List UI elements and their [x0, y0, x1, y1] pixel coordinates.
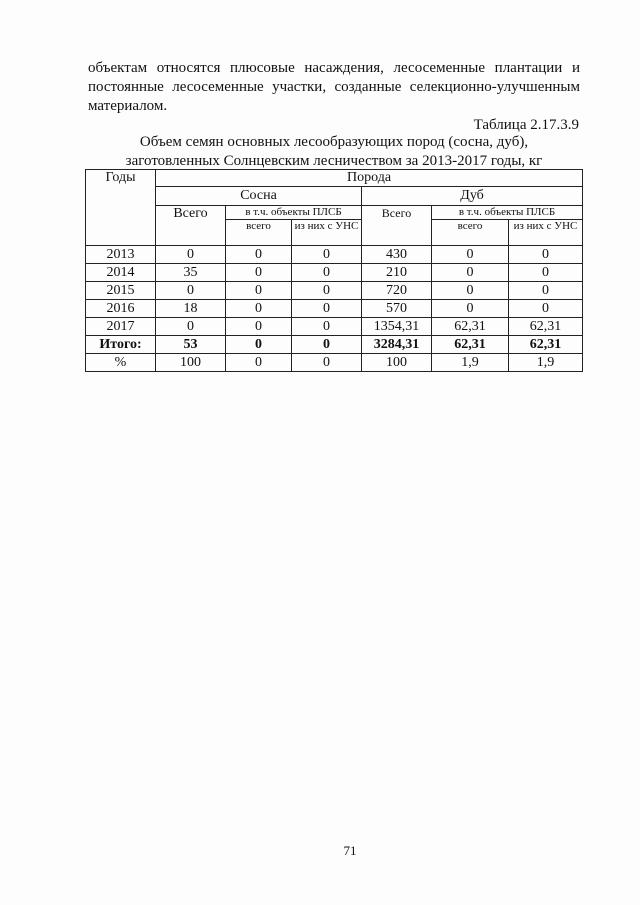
cell-oak-total: 430 [362, 246, 432, 264]
cell-year: 2014 [86, 264, 156, 282]
cell-oak-uns: 0 [509, 300, 583, 318]
header-pine-total: Всего [156, 206, 226, 246]
cell-oak-plsb: 0 [432, 246, 509, 264]
cell-oak-total: 720 [362, 282, 432, 300]
cell-oak-plsb: 62,31 [432, 318, 509, 336]
header-pine-plsb: в т.ч. объекты ПЛСБ [226, 206, 362, 220]
cell-oak-total: 3284,31 [362, 336, 432, 354]
cell-oak-plsb: 0 [432, 264, 509, 282]
cell-oak-uns: 0 [509, 282, 583, 300]
table-row [86, 264, 583, 282]
cell-year: 2015 [86, 282, 156, 300]
cell-pine-plsb: 0 [226, 282, 292, 300]
cell-pine-total: 0 [156, 318, 226, 336]
cell-pine-plsb: 0 [226, 336, 292, 354]
cell-pine-plsb: 0 [226, 318, 292, 336]
table-row [86, 246, 583, 264]
table-row [86, 300, 583, 318]
intro-line: постоянные лесосеменные участки, созданные селекционно-улучшенным [88, 79, 580, 95]
cell-oak-total: 210 [362, 264, 432, 282]
cell-oak-uns: 0 [509, 264, 583, 282]
cell-oak-uns: 62,31 [509, 318, 583, 336]
header-years: Годы [86, 170, 156, 246]
cell-year: 2017 [86, 318, 156, 336]
cell-pine-total: 53 [156, 336, 226, 354]
table-row [86, 318, 583, 336]
cell-oak-total: 570 [362, 300, 432, 318]
seed-volume-table [85, 169, 583, 372]
table-total-row [86, 336, 583, 354]
cell-pine-plsb: 0 [226, 264, 292, 282]
cell-pine-uns: 0 [292, 264, 362, 282]
cell-oak-plsb: 62,31 [432, 336, 509, 354]
cell-pine-uns: 0 [292, 318, 362, 336]
cell-pine-uns: 0 [292, 354, 362, 372]
cell-pine-uns: 0 [292, 336, 362, 354]
intro-line: материалом. [88, 98, 168, 114]
cell-oak-uns: 1,9 [509, 354, 583, 372]
cell-pine-total: 100 [156, 354, 226, 372]
cell-oak-total: 1354,31 [362, 318, 432, 336]
cell-oak-plsb: 0 [432, 300, 509, 318]
header-oak-plsb: в т.ч. объекты ПЛСБ [432, 206, 583, 220]
table-percent-row [86, 354, 583, 372]
cell-pine-plsb: 0 [226, 354, 292, 372]
cell-year: 2016 [86, 300, 156, 318]
cell-pine-total: 18 [156, 300, 226, 318]
table-row [86, 282, 583, 300]
header-oak-total: Всего [362, 206, 432, 246]
header-pine: Сосна [156, 187, 362, 206]
intro-paragraph [88, 59, 580, 116]
intro-line: объектам относятся плюсовые насаждения, лесосеменные плантации и [88, 60, 580, 76]
cell-year: % [86, 354, 156, 372]
cell-pine-total: 0 [156, 282, 226, 300]
cell-pine-total: 35 [156, 264, 226, 282]
cell-pine-uns: 0 [292, 300, 362, 318]
cell-oak-uns: 0 [509, 246, 583, 264]
header-species: Порода [156, 170, 583, 187]
header-pine-all: всего [226, 220, 292, 246]
cell-year: 2013 [86, 246, 156, 264]
cell-pine-plsb: 0 [226, 300, 292, 318]
header-oak: Дуб [362, 187, 583, 206]
header-oak-all: всего [432, 220, 509, 246]
cell-pine-plsb: 0 [226, 246, 292, 264]
cell-pine-uns: 0 [292, 246, 362, 264]
table-caption-line: Объем семян основных лесообразующих пород (сосна, дуб), [139, 134, 529, 150]
cell-year: Итого: [86, 336, 156, 354]
header-oak-uns: из них с УНС [509, 220, 583, 246]
table-caption-line: заготовленных Солнцевским лесничеством за 2013-2017 годы, кг [125, 153, 543, 169]
cell-oak-plsb: 1,9 [432, 354, 509, 372]
cell-oak-uns: 62,31 [509, 336, 583, 354]
header-pine-uns: из них с УНС [292, 220, 362, 246]
table-number: Таблица 2.17.3.9 [473, 117, 579, 133]
cell-oak-total: 100 [362, 354, 432, 372]
cell-pine-uns: 0 [292, 282, 362, 300]
page-number: 71 [343, 843, 357, 858]
cell-oak-plsb: 0 [432, 282, 509, 300]
cell-pine-total: 0 [156, 246, 226, 264]
